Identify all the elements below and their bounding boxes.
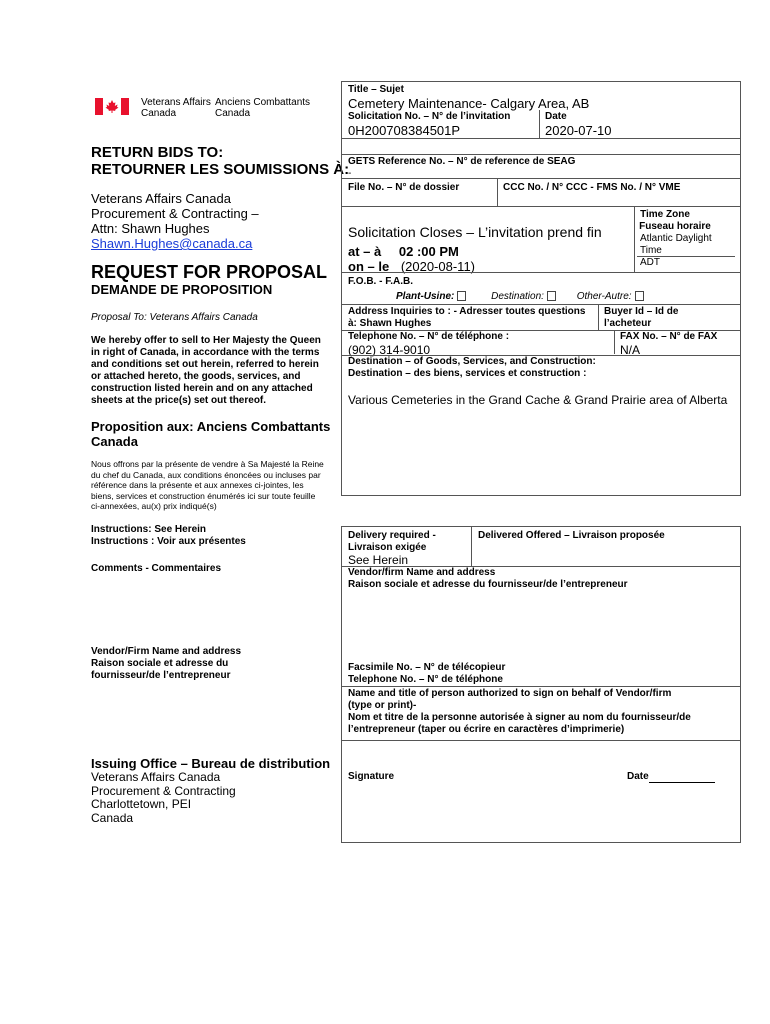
address-inquiries-line1: Address Inquiries to : - Adresser toutes questions xyxy=(348,306,586,317)
on-label: on – le xyxy=(348,259,390,274)
logo-org-en xyxy=(141,97,211,119)
solicitation-value[interactable]: 0H200708384501P xyxy=(348,123,461,138)
rfp-title: REQUEST FOR PROPOSAL xyxy=(91,262,328,282)
fob-options xyxy=(396,291,644,303)
destination-goods-line2: Destination – des biens, services et construction : xyxy=(348,368,587,379)
vendor-name-line2: Raison sociale et adresse du fournisseur/de l’entrepreneur xyxy=(348,579,628,590)
delivered-offered-label: Delivered Offered – Livraison proposée xyxy=(478,530,665,541)
address-inquiries-line2: à: Shawn Hughes xyxy=(348,318,432,329)
address-inquiries xyxy=(348,306,585,330)
rfp-title-fr: DEMANDE DE PROPOSITION xyxy=(91,282,273,297)
proposal-to: Proposal To: Veterans Affairs Canada xyxy=(91,312,258,323)
destination-goods-label xyxy=(348,356,596,380)
timezone-value-line2: Time xyxy=(640,245,662,256)
destination-checkbox[interactable] xyxy=(547,291,556,301)
date2-text: Date xyxy=(627,771,649,782)
canada-flag-icon xyxy=(95,98,129,115)
return-bids-heading xyxy=(91,144,352,179)
delivery-required-line2: Livraison exigée xyxy=(348,542,427,553)
instructions xyxy=(91,524,246,548)
signature-label: Signature xyxy=(348,771,395,782)
delivery-required-line1: Delivery required - xyxy=(348,530,436,541)
rule-before-gets xyxy=(341,154,741,155)
solicitation-info-box xyxy=(341,81,741,496)
delivery-required-label xyxy=(348,530,436,554)
name-title-label xyxy=(348,688,691,736)
rule-after-facsimile xyxy=(341,686,741,687)
vendor-label-line3: fournisseur/de l’entrepreneur xyxy=(91,670,231,681)
at-label: at – à xyxy=(348,244,382,259)
return-bids-en: RETURN BIDS TO: xyxy=(91,144,224,161)
instructions-fr: Instructions : Voir aux présentes xyxy=(91,536,246,547)
solicitation-label: Solicitation No. – N° de l’invitation xyxy=(348,111,511,122)
vendor-label-line2: Raison sociale et adresse du xyxy=(91,658,229,669)
rule-after-fob xyxy=(341,304,741,305)
fax-label: FAX No. – N° de FAX xyxy=(620,331,718,342)
rule-after-solicitation xyxy=(341,138,741,139)
timezone-divider xyxy=(634,206,635,272)
buyer-id-line1: Buyer Id – Id de xyxy=(604,306,679,317)
issuing-office-heading: Issuing Office – Bureau de distribution xyxy=(91,756,331,771)
vendor-name-label xyxy=(348,567,628,591)
name-title-line3: Nom et titre de la personne autorisée à signer au nom du fournisseur/de xyxy=(348,712,691,723)
gets-value[interactable]: - xyxy=(348,168,352,179)
timezone-abbr: ADT xyxy=(640,257,660,268)
solicitation-divider xyxy=(539,110,540,138)
telephone-value[interactable]: (902) 314-9010 xyxy=(348,343,431,357)
timezone-value-line1: Atlantic Daylight xyxy=(640,233,712,244)
email-link[interactable]: Shawn.Hughes@canada.ca xyxy=(91,236,253,251)
buyer-id-line2: l’acheteur xyxy=(604,318,652,329)
destination-goods-line1: Destination – of Goods, Services, and Construction: xyxy=(348,356,596,367)
other-autre-checkbox[interactable] xyxy=(635,291,644,301)
title-label: Title – Sujet xyxy=(348,84,404,95)
date-value[interactable]: 2020-07-10 xyxy=(545,123,612,138)
issuing-office-address xyxy=(91,771,236,825)
logo-org-fr xyxy=(215,97,310,119)
ccc-label: CCC No. / N° CCC - FMS No. / N° VME xyxy=(503,182,681,193)
comments-label: Comments - Commentaires xyxy=(91,563,222,574)
destination-goods-value[interactable]: Various Cemeteries in the Grand Cache & Grand Prairie area of Alberta xyxy=(348,393,728,407)
on-value[interactable]: (2020-08-11) xyxy=(400,259,476,274)
return-bids-fr: RETOURNER LES SOUMISSIONS À: xyxy=(91,161,350,178)
plant-usine-checkbox[interactable] xyxy=(457,291,466,301)
gets-label: GETS Reference No. – N° de reference de SEAG xyxy=(348,156,576,167)
vendor-name-line1: Vendor/firm Name and address xyxy=(348,567,496,578)
address-line-3: Attn: Shawn Hughes xyxy=(91,221,210,236)
date2-field[interactable] xyxy=(649,772,715,783)
issuing-line-4: Canada xyxy=(91,810,134,825)
offer-text-en: We hereby offer to sell to Her Majesty the Queen in right of Canada, in accordance with the terms and conditions set out herein, referred to herein or attached hereto, the goods, services, and construction listed herein and on any attached sheets at the price(s) set out thereof. xyxy=(91,335,321,406)
title-value[interactable]: Cemetery Maintenance- Calgary Area, AB xyxy=(348,96,590,111)
address-line-2: Procurement & Contracting – xyxy=(91,206,259,221)
fax-value[interactable]: N/A xyxy=(620,343,641,357)
issuing-line-2: Procurement & Contracting xyxy=(91,783,236,798)
return-address xyxy=(91,191,259,251)
other-autre-label: Other-Autre: xyxy=(576,291,632,302)
address-line-1: Veterans Affairs Canada xyxy=(91,191,231,206)
file-label: File No. – N° de dossier xyxy=(348,182,460,193)
timezone-value xyxy=(640,233,712,257)
buyer-divider xyxy=(598,304,599,330)
timezone-label-line1: Time Zone xyxy=(640,209,690,220)
logo-org-en-line1: Veterans Affairs xyxy=(141,97,211,108)
date2-label xyxy=(627,771,715,783)
closes-label: Solicitation Closes – L’invitation prend fin xyxy=(348,224,602,240)
plant-usine-label: Plant-Usine: xyxy=(396,291,455,302)
at-value[interactable]: 02 :00 PM xyxy=(398,244,459,259)
name-title-line1: Name and title of person authorized to sign on behalf of Vendor/firm xyxy=(348,688,672,699)
issuing-line-1: Veterans Affairs Canada xyxy=(91,770,221,784)
closes-at-row xyxy=(348,244,459,259)
buyer-id-label xyxy=(604,306,678,330)
timezone-label xyxy=(639,209,711,233)
proposition-fr-heading: Proposition aux: Anciens Combattants Canada xyxy=(91,419,331,449)
date-label: Date xyxy=(545,111,567,122)
vendor-name-field[interactable] xyxy=(348,592,733,658)
name-title-line2: (type or print)- xyxy=(348,700,417,711)
logo-org-fr-line1: Anciens Combattants xyxy=(215,97,311,108)
delivery-required-value[interactable]: See Herein xyxy=(348,553,409,567)
rule-before-file xyxy=(341,178,741,179)
facsimile-label: Facsimile No. – N° de télécopieur xyxy=(348,662,506,673)
vendor-label-left xyxy=(91,646,241,682)
issuing-line-3: Charlottetown, PEI xyxy=(91,797,192,811)
fob-label: F.O.B. - F.A.B. xyxy=(348,276,413,287)
destination-label: Destination: xyxy=(491,291,544,302)
instructions-en: Instructions: See Herein xyxy=(91,524,207,535)
telephone-label: Telephone No. – N° de téléphone : xyxy=(348,331,510,342)
timezone-label-line2: Fuseau horaire xyxy=(639,221,711,232)
rule-after-closes xyxy=(341,272,741,273)
rule-after-file xyxy=(341,206,741,207)
offer-text-fr: Nous offrons par la présente de vendre à Sa Majesté la Reine du chef du Canada, aux conditions énoncées ou incluses par référence dans la présente et aux annexes ci-jointes, les biens, services et construction énumérés ici sur toute feuille ci-annexées, au(x) prix indiqué(s) xyxy=(91,459,324,511)
logo-org-en-line2: Canada xyxy=(141,108,177,119)
rule-after-name-title xyxy=(341,740,741,741)
name-title-line4: l’entrepreneur (taper ou écrire en caractères d’imprimerie) xyxy=(348,724,625,735)
telephone2-label: Telephone No. – N° de téléphone xyxy=(348,674,503,685)
file-divider xyxy=(497,178,498,206)
vendor-label-line1: Vendor/Firm Name and address xyxy=(91,646,242,657)
delivery-divider xyxy=(471,526,472,566)
fax-divider xyxy=(614,330,615,354)
logo-org-fr-line2: Canada xyxy=(215,108,251,119)
